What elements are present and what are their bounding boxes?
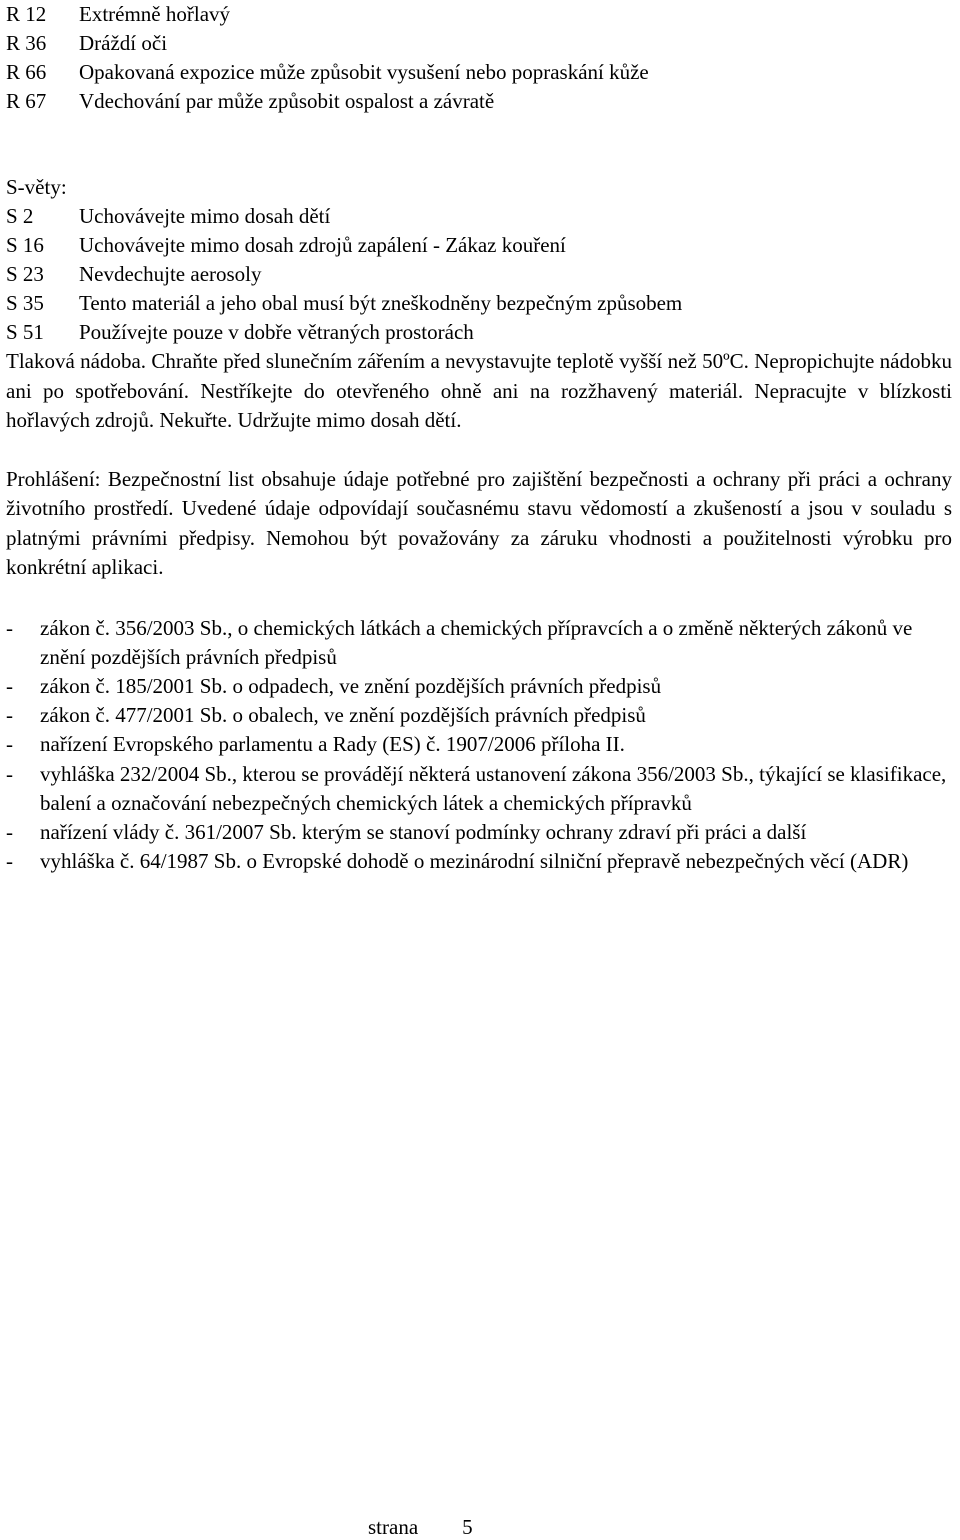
list-dash: - xyxy=(6,615,13,640)
r-phrase-row xyxy=(6,0,956,29)
phrase-text: Extrémně hořlavý xyxy=(79,2,231,26)
s-phrase-row xyxy=(6,318,956,347)
phrase-text: Uchovávejte mimo dosah dětí xyxy=(79,204,331,228)
phrase-text: Používejte pouze v dobře větraných prostorách xyxy=(79,320,474,344)
list-item-text: zákon č. 477/2001 Sb. o obalech, ve znění pozdějších právních předpisů xyxy=(40,703,646,728)
list-item-text: nařízení Evropského parlamentu a Rady (ES) č. 1907/2006 příloha II. xyxy=(40,732,625,757)
phrase-text: Dráždí oči xyxy=(79,31,168,55)
phrase-code: S 51 xyxy=(6,320,44,344)
list-item-text: vyhláška č. 64/1987 Sb. o Evropské dohodě o mezinárodní silniční přepravě nebezpečných věcí (ADR) xyxy=(40,849,909,874)
list-item xyxy=(6,672,956,701)
r-phrase-row xyxy=(6,87,956,116)
list-item xyxy=(6,614,956,672)
phrase-text: Opakovaná expozice může způsobit vysušení nebo popraskání kůže xyxy=(79,60,649,84)
phrase-code: R 36 xyxy=(6,31,47,55)
list-dash: - xyxy=(6,761,13,786)
s-phrase-row xyxy=(6,289,956,318)
s-phrase-row xyxy=(6,231,956,260)
phrase-code: R 67 xyxy=(6,89,47,113)
s-phrase-row xyxy=(6,202,956,231)
phrase-code: R 12 xyxy=(6,2,47,26)
list-item xyxy=(6,730,956,759)
phrase-code: S 16 xyxy=(6,233,44,257)
list-item xyxy=(6,760,956,818)
s-phrase-row xyxy=(6,260,956,289)
list-item xyxy=(6,701,956,730)
phrase-code: R 66 xyxy=(6,60,47,84)
page-label: strana xyxy=(368,1515,419,1539)
s-phrases-list xyxy=(6,202,956,347)
list-dash: - xyxy=(6,819,13,844)
list-dash: - xyxy=(6,703,13,728)
list-dash: - xyxy=(6,673,13,698)
list-item-text: nařízení vlády č. 361/2007 Sb. kterým se stanoví podmínky ochrany zdraví při práci a další xyxy=(40,819,807,844)
phrase-text: Uchovávejte mimo dosah zdrojů zapálení - Zákaz kouření xyxy=(79,233,566,257)
phrase-text: Tento materiál a jeho obal musí být zneškodněny bezpečným způsobem xyxy=(79,291,683,315)
list-item-text: zákon č. 356/2003 Sb., o chemických látkách a chemických přípravcích a o změně některých zákonů ve znění pozdějších právních předpisů xyxy=(40,615,913,669)
page-number: 5 xyxy=(462,1515,473,1539)
r-phrases-list xyxy=(6,0,956,116)
phrase-text: Nevdechujte aerosoly xyxy=(79,262,262,286)
phrase-code: S 23 xyxy=(6,262,44,286)
phrase-code: S 35 xyxy=(6,291,44,315)
list-dash: - xyxy=(6,849,13,874)
r-phrase-row xyxy=(6,29,956,58)
phrase-code: S 2 xyxy=(6,204,34,228)
page-footer xyxy=(368,1514,473,1540)
list-item xyxy=(6,818,956,847)
s-phrases-heading: S-věty: xyxy=(6,175,67,199)
list-item-text: vyhláška 232/2004 Sb., kterou se provádějí některá ustanovení zákona 356/2003 Sb., týkající se klasifikace, balení a označování nebezpečných chemických látek a chemických přípravků xyxy=(40,761,947,815)
list-dash: - xyxy=(6,732,13,757)
declaration-paragraph: Prohlášení: Bezpečnostní list obsahuje údaje potřebné pro zajištění bezpečnosti a ochrany při práci a ochrany životního prostředí. Uvedené údaje odpovídají současnému stavu vědomostí a zkušeností a jsou v souladu s platnými právními předpisy. Nemohou být považovány za záruku vhodnosti a použitelnosti výrobku pro konkrétní aplikaci. xyxy=(6,466,952,579)
phrase-text: Vdechování par může způsobit ospalost a závratě xyxy=(79,89,495,113)
legislation-list xyxy=(6,614,956,877)
list-item xyxy=(6,847,956,876)
pressure-vessel-warning: Tlaková nádoba. Chraňte před slunečním zářením a nevystavujte teplotě vyšší než 50ºC. Nepropichujte nádobku ani po spotřebování. Nestříkejte do otevřeného ohně ani na rozžhavený materiál. Nepracujte v blízkosti hořlavých zdrojů. Nekuřte. Udržujte mimo dosah dětí. xyxy=(6,349,952,432)
document-page xyxy=(6,0,956,876)
r-phrase-row xyxy=(6,58,956,87)
list-item-text: zákon č. 185/2001 Sb. o odpadech, ve znění pozdějších právních předpisů xyxy=(40,673,662,698)
